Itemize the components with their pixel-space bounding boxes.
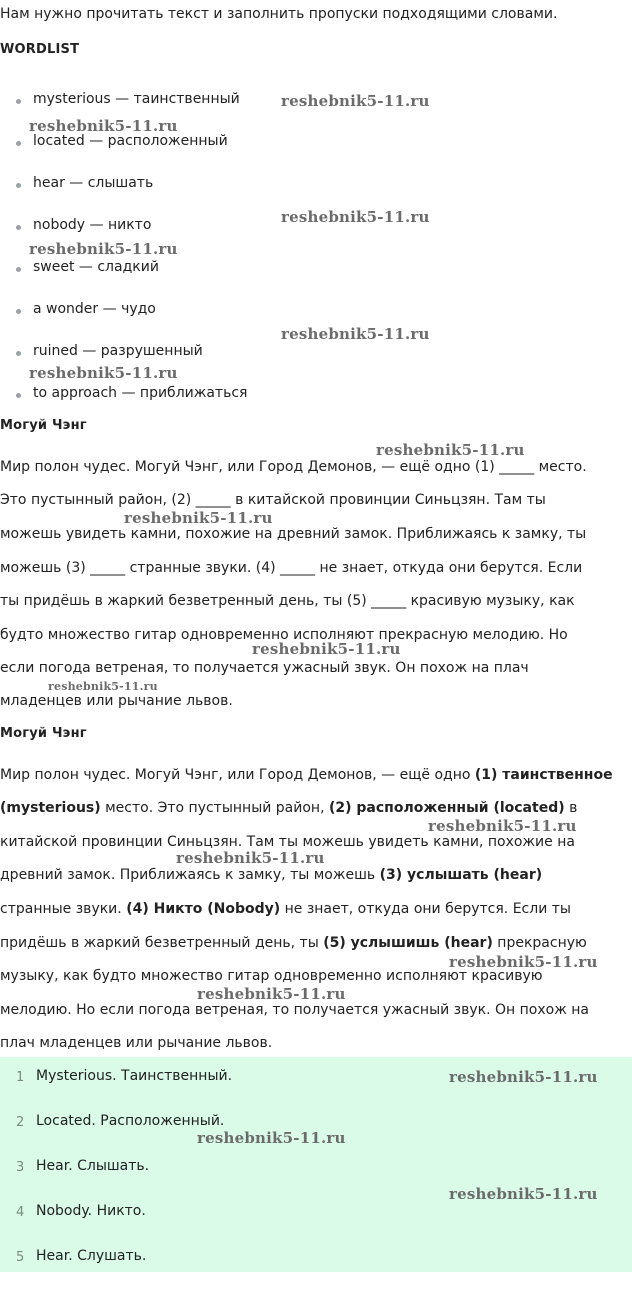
answers-box [0,1057,632,1272]
wordlist-item: ruined — разрушенный [33,343,203,359]
watermark: reshebnik5-11.ru [449,1185,598,1203]
text-line: можешь увидеть камни, похожие на древний замок. Приближаясь к замку, ты [0,526,587,542]
list-bullet [16,99,21,104]
text-line [0,901,571,917]
wordlist-item: a wonder — чудо [33,301,156,317]
watermark: reshebnik5-11.ru [376,441,525,459]
answer-span: (3) услышать (hear) [379,867,543,883]
watermark: reshebnik5-11.ru [449,1068,598,1086]
text-line: китайской провинции Синьцзян. Там ты можешь увидеть камни, похожие на [0,834,575,850]
watermark: reshebnik5-11.ru [197,985,346,1003]
watermark: reshebnik5-11.ru [29,240,178,258]
watermark: reshebnik5-11.ru [48,680,158,693]
answer-number: 3 [16,1160,25,1175]
text-span: прекрасную [492,935,587,951]
answer-span: (2) расположенный (located) [328,800,565,816]
watermark: reshebnik5-11.ru [197,1129,346,1147]
text-line [0,767,613,783]
answer-number: 4 [16,1205,25,1220]
list-bullet [16,393,21,398]
list-bullet [16,309,21,314]
text-span: место. Это пустынный район, [100,800,329,816]
text-line: плач младенцев или рычание львов. [0,1035,273,1051]
section1-title: Могуй Чэнг [0,418,87,433]
answer-text: Hear. Слушать. [36,1248,147,1264]
text-line: будто множество гитар одновременно исполняют прекрасную мелодию. Но [0,627,568,643]
text-line: Это пустынный район, (2) _____ в китайской провинции Синьцзян. Там ты [0,492,546,508]
intro-text: Нам нужно прочитать текст и заполнить пропуски подходящими словами. [0,6,558,22]
wordlist-item: sweet — сладкий [33,259,159,275]
answer-number: 1 [16,1070,25,1085]
text-line: музыку, как будто множество гитар одновременно исполняют красивую [0,968,543,984]
text-span: в [564,800,578,816]
answer-text: Hear. Слышать. [36,1158,150,1174]
wordlist-item: located — расположенный [33,133,228,149]
list-bullet [16,225,21,230]
text-line: младенцев или рычание львов. [0,693,233,709]
wordlist-heading: WORDLIST [0,42,80,57]
list-bullet [16,351,21,356]
text-span: Мир полон чудес. Могуй Чэнг, или Город Демонов, — ещё одно [0,767,475,783]
watermark: reshebnik5-11.ru [124,509,273,527]
list-bullet [16,141,21,146]
text-line: ты придёшь в жаркий безветренный день, ты (5) _____ красивую музыку, как [0,593,575,609]
answer-text: Located. Расположенный. [36,1113,225,1129]
answer-span: (4) Никто (Nobody) [126,901,281,917]
answer-number: 2 [16,1115,25,1130]
text-span: странные звуки. [0,901,127,917]
answer-text: Nobody. Никто. [36,1203,146,1219]
text-span: древний замок. Приближаясь к замку, ты можешь [0,867,380,883]
watermark: reshebnik5-11.ru [29,117,178,135]
watermark: reshebnik5-11.ru [281,325,430,343]
text-line: можешь (3) _____ странные звуки. (4) _____ не знает, откуда они берутся. Если [0,560,583,576]
watermark: reshebnik5-11.ru [29,364,178,382]
text-line [0,800,577,816]
section2-title: Могуй Чэнг [0,726,87,741]
wordlist-item: hear — слышать [33,175,154,191]
text-line: мелодию. Но если погода ветреная, то получается ужасный звук. Он похож на [0,1002,589,1018]
watermark: reshebnik5-11.ru [428,817,577,835]
text-line: если погода ветреная, то получается ужасный звук. Он похож на плач [0,660,529,676]
answer-span: (5) услышишь (hear) [323,935,493,951]
text-span: не знает, откуда они берутся. Если ты [280,901,571,917]
text-line [0,867,542,883]
wordlist-item: nobody — никто [33,217,152,233]
wordlist-item: to approach — приближаться [33,385,248,401]
watermark: reshebnik5-11.ru [252,640,401,658]
text-line [0,935,587,951]
watermark: reshebnik5-11.ru [449,953,598,971]
answer-text: Mysterious. Таинственный. [36,1068,233,1084]
answer-span: (1) таинственное [474,767,613,783]
answer-number: 5 [16,1250,25,1265]
list-bullet [16,183,21,188]
answer-span: (mysterious) [0,800,101,816]
text-line: Мир полон чудес. Могуй Чэнг, или Город Демонов, — ещё одно (1) _____ место. [0,459,587,475]
list-bullet [16,267,21,272]
watermark: reshebnik5-11.ru [281,92,430,110]
watermark: reshebnik5-11.ru [176,849,325,867]
text-span: придёшь в жаркий безветренный день, ты [0,935,324,951]
wordlist-item: mysterious — таинственный [33,91,240,107]
watermark: reshebnik5-11.ru [281,208,430,226]
